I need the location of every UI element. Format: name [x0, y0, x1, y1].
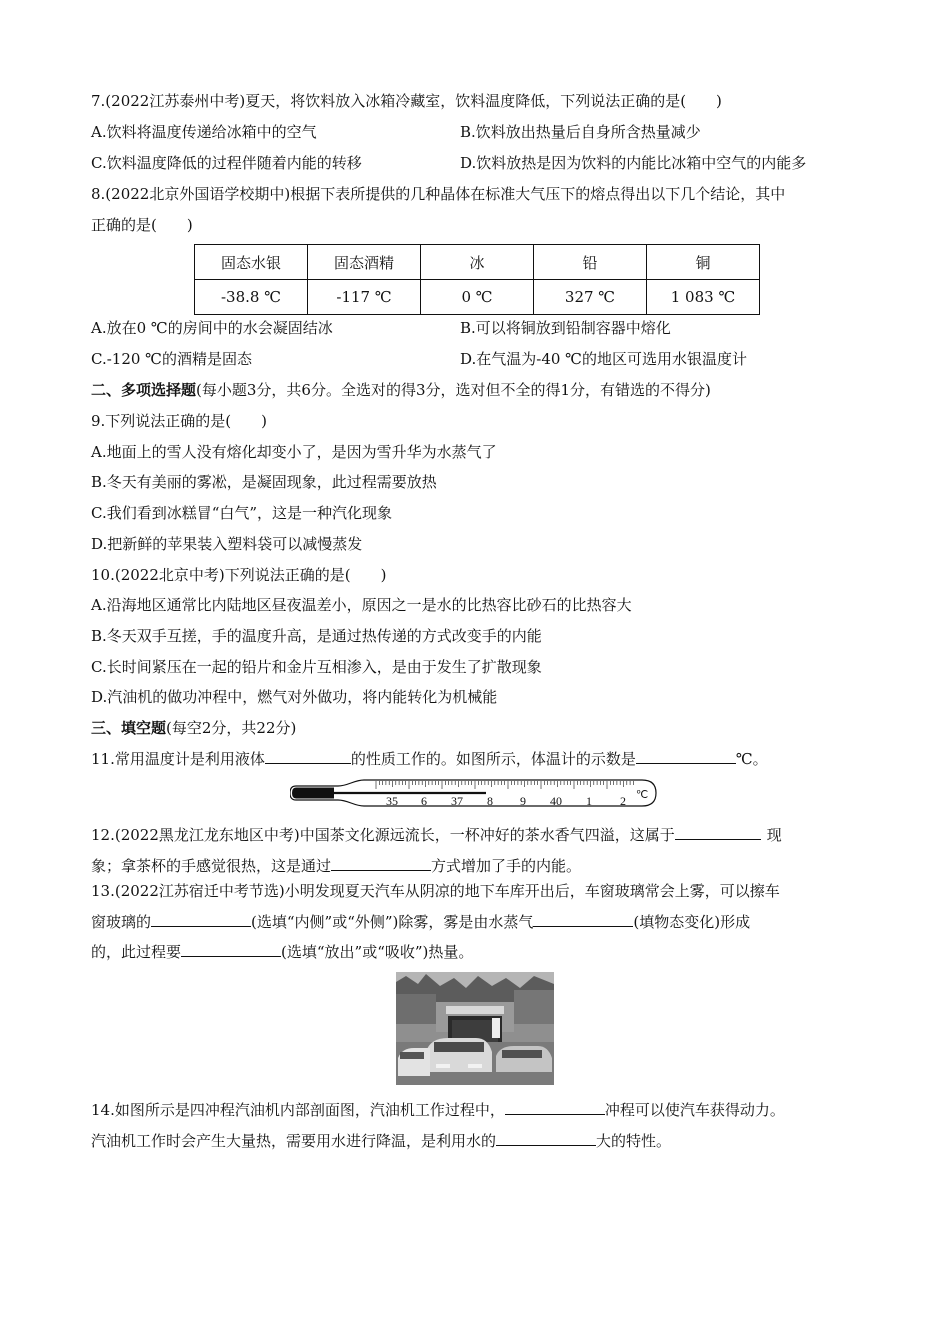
- table-value-cell: 0 ℃: [421, 280, 534, 315]
- q11-line: [91, 749, 768, 769]
- q14-text-4: 大的特性。: [596, 1132, 672, 1150]
- q13-text-4: 的，此过程要: [91, 943, 182, 961]
- answer-blank[interactable]: [533, 912, 633, 927]
- q13-text-3: (填物态变化)形成: [633, 913, 751, 931]
- scale-label: 9: [520, 794, 526, 808]
- table-value-cell: -38.8 ℃: [195, 280, 308, 315]
- answer-blank[interactable]: [496, 1131, 596, 1146]
- section-3-note: (每空2分，共22分): [166, 719, 297, 737]
- scale-label: 35: [386, 794, 398, 808]
- q8-option-d: D.在气温为-40 ℃的地区可选用水银温度计: [460, 350, 747, 368]
- q8-option-c: C.-120 ℃的酒精是固态: [91, 350, 252, 368]
- q10-option-c: C.长时间紧压在一起的铅片和金片互相渗入，是由于发生了扩散现象: [91, 658, 542, 676]
- scale-label: 2: [620, 794, 626, 808]
- table-header-cell: 固态酒精: [308, 245, 421, 280]
- q13-line2: [91, 912, 750, 932]
- table-header-cell: 冰: [421, 245, 534, 280]
- q12-text-3: 象；拿茶杯的手感觉很热，这是通过: [91, 857, 332, 875]
- q11-text-2: 的性质工作的。如图所示，体温计的示数是: [350, 750, 636, 768]
- table-value-row: [195, 280, 760, 315]
- scale-label: 6: [421, 794, 427, 808]
- table-value-cell: 1 083 ℃: [647, 280, 760, 315]
- table-header-cell: 固态水银: [195, 245, 308, 280]
- table-value-cell: 327 ℃: [534, 280, 647, 315]
- q13-text-2: (选填“内侧”或“外侧”)除雾，雾是由水蒸气: [251, 913, 534, 931]
- scale-label: 37: [451, 794, 463, 808]
- q9-stem: 9.下列说法正确的是( ): [91, 412, 268, 430]
- q12-line2: [91, 856, 581, 876]
- q14-text-1: 14.如图所示是四冲程汽油机内部剖面图，汽油机工作过程中，: [91, 1101, 505, 1119]
- section-2-title: 二、多项选择题: [91, 381, 197, 399]
- table-header-cell: 铜: [647, 245, 760, 280]
- answer-blank[interactable]: [636, 749, 736, 764]
- q13-text-5: (选填“放出”或“吸收”)热量。: [281, 943, 474, 961]
- table-header-row: [195, 245, 760, 280]
- answer-blank[interactable]: [181, 942, 281, 957]
- scale-label: 40: [550, 794, 562, 808]
- q13-text-1: 窗玻璃的: [91, 913, 152, 931]
- q10-stem: 10.(2022北京中考)下列说法正确的是( ): [91, 566, 387, 584]
- thermometer-bulb: [292, 788, 334, 799]
- section-3-title: 三、填空题: [91, 719, 167, 737]
- table-header-cell: 铅: [534, 245, 647, 280]
- section-3-heading: [91, 718, 296, 738]
- answer-blank[interactable]: [151, 912, 251, 927]
- q7-option-a: A.饮料将温度传递给冰箱中的空气: [91, 123, 317, 141]
- scale-unit: ℃: [635, 789, 649, 801]
- q13-line1: 13.(2022江苏宿迁中考节选)小明发现夏天汽车从阴凉的地下车库开出后，车窗玻璃常会上雾，可以擦车: [91, 882, 780, 900]
- section-2-note: (每小题3分，共6分。全选对的得3分，选对但不全的得1分，有错选的不得分): [196, 381, 711, 399]
- table-value-cell: -117 ℃: [308, 280, 421, 315]
- clinical-thermometer-figure: [290, 776, 660, 810]
- q9-option-b: B.冬天有美丽的雾凇，是凝固现象，此过程需要放热: [91, 473, 437, 491]
- q8-option-a: A.放在0 ℃的房间中的水会凝固结冰: [91, 319, 333, 337]
- q9-option-d: D.把新鲜的苹果装入塑料袋可以减慢蒸发: [91, 535, 363, 553]
- q12-text-1: 12.(2022黑龙江龙东地区中考)中国茶文化源远流长，一杯冲好的茶水香气四溢，这属于: [91, 826, 675, 844]
- q9-option-c: C.我们看到冰糕冒“白气”，这是一种汽化现象: [91, 504, 393, 522]
- q10-option-a: A.沿海地区通常比内陆地区昼夜温差小，原因之一是水的比热容比砂石的比热容大: [91, 596, 632, 614]
- answer-blank[interactable]: [331, 856, 431, 871]
- q7-option-b: B.饮料放出热量后自身所含热量减少: [460, 123, 701, 141]
- q8-option-b: B.可以将铜放到铅制容器中熔化: [460, 319, 671, 337]
- q7-option-d: D.饮料放热是因为饮料的内能比冰箱中空气的内能多: [460, 154, 807, 172]
- q10-option-b: B.冬天双手互搓，手的温度升高，是通过热传递的方式改变手的内能: [91, 627, 542, 645]
- q7-stem: 7.(2022江苏泰州中考)夏天，将饮料放入冰箱冷藏室，饮料温度降低，下列说法正确的是( ): [91, 92, 722, 110]
- q12-line1: [91, 825, 782, 845]
- answer-blank[interactable]: [505, 1100, 605, 1115]
- q12-text-4: 方式增加了手的内能。: [431, 857, 582, 875]
- q14-text-2: 冲程可以使汽车获得动力。: [604, 1101, 785, 1119]
- q14-line2: [91, 1131, 671, 1151]
- scale-label: 1: [586, 794, 592, 808]
- q10-option-d: D.汽油机的做功冲程中，燃气对外做功，将内能转化为机械能: [91, 688, 498, 706]
- q7-option-c: C.饮料温度降低的过程伴随着内能的转移: [91, 154, 362, 172]
- answer-blank[interactable]: [675, 825, 761, 840]
- q11-text-3: ℃。: [735, 750, 768, 768]
- answer-blank[interactable]: [265, 749, 351, 764]
- section-2-heading: [91, 380, 711, 400]
- melting-point-table: [194, 244, 760, 315]
- q12-text-2: 现: [766, 826, 782, 844]
- q11-text-1: 11.常用温度计是利用液体: [91, 750, 265, 768]
- underground-garage-photo: [396, 972, 554, 1085]
- q9-option-a: A.地面上的雪人没有熔化却变小了，是因为雪升华为水蒸气了: [91, 443, 497, 461]
- q13-line3: [91, 942, 473, 962]
- q8-stem-line2: 正确的是( ): [91, 216, 193, 234]
- scale-label: 8: [487, 794, 493, 808]
- q8-stem-line1: 8.(2022北京外国语学校期中)根据下表所提供的几种晶体在标准大气压下的熔点得出以下几个结论，其中: [91, 185, 786, 203]
- q14-line1: [91, 1100, 785, 1120]
- q14-text-3: 汽油机工作时会产生大量热，需要用水进行降温，是利用水的: [91, 1132, 497, 1150]
